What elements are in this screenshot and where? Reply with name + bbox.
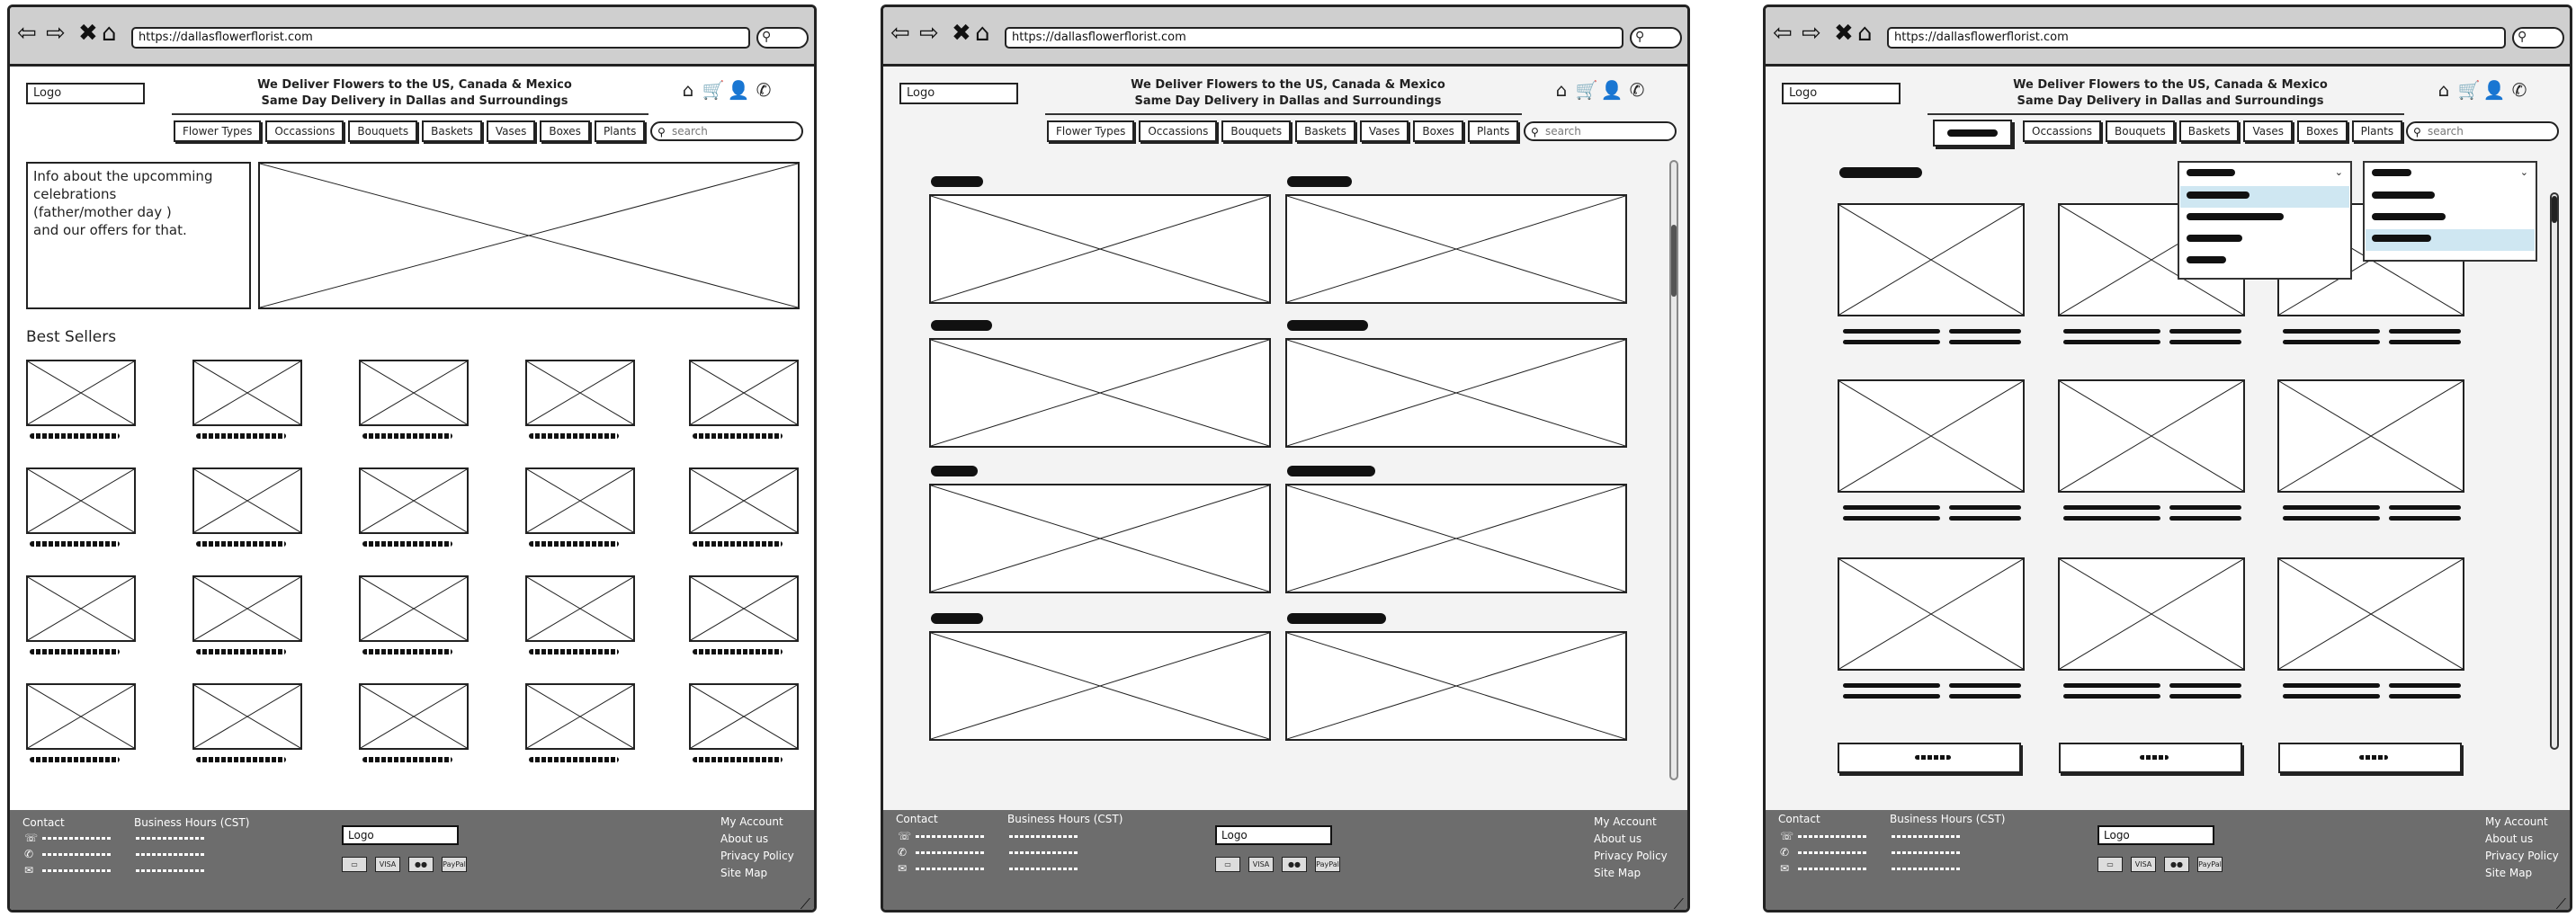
main-menu: [174, 120, 649, 142]
hours-line: [1892, 851, 1962, 854]
info-line: (father/mother day ): [33, 204, 172, 220]
footer-logo[interactable]: Logo: [1215, 825, 1332, 845]
menu-plants[interactable]: Plants: [1468, 120, 1519, 142]
filter-button[interactable]: [1933, 120, 2012, 147]
about-us-link[interactable]: About us: [1594, 832, 1642, 845]
product-name-line: [1843, 516, 1940, 521]
category-title-scribble: [931, 320, 992, 331]
mobile-phone-icon: ✆: [24, 848, 34, 860]
product-price-line: [2389, 516, 2461, 521]
header-icon-bar: [1549, 79, 1675, 101]
logo[interactable]: Logo: [1782, 83, 1901, 104]
search-placeholder: search: [2428, 125, 2464, 138]
user-icon[interactable]: 👤: [727, 79, 750, 101]
product-caption-scribble: [30, 757, 120, 762]
product-name-line: [2063, 516, 2160, 521]
resize-handle-icon[interactable]: ⟋: [2555, 895, 2566, 913]
header-tagline: [226, 77, 604, 110]
category-title-scribble: [1287, 176, 1352, 187]
resize-handle-icon[interactable]: ⟋: [1673, 895, 1684, 913]
product-caption-scribble: [196, 541, 286, 547]
cart-icon[interactable]: 🛒: [1575, 79, 1598, 101]
address-bar[interactable]: https://dallasflowerflorist.com: [131, 27, 750, 49]
visa-icon: VISA: [2131, 857, 2156, 872]
product-name-line: [1843, 329, 1940, 334]
category-banner-image[interactable]: [1285, 194, 1627, 304]
my-account-link[interactable]: My Account: [720, 815, 783, 828]
product-image[interactable]: [689, 467, 799, 534]
product-image[interactable]: [359, 575, 469, 642]
menu-plants[interactable]: Plants: [2352, 120, 2403, 142]
tagline-line2: Same Day Delivery in Dallas and Surroundings: [2017, 94, 2324, 108]
contact-line: [42, 853, 112, 856]
product-list-window: [1763, 4, 2572, 913]
product-image[interactable]: [1838, 203, 2025, 316]
page-button[interactable]: [1838, 743, 2021, 773]
site-map-link[interactable]: Site Map: [1594, 867, 1641, 879]
user-icon[interactable]: 👤: [2482, 79, 2506, 101]
payment-methods: [342, 857, 475, 872]
menu-boxes[interactable]: Boxes: [540, 120, 590, 142]
search-placeholder: search: [1545, 125, 1581, 138]
cart-icon[interactable]: 🛒: [2457, 79, 2481, 101]
user-icon[interactable]: 👤: [1600, 79, 1623, 101]
credit-card-icon: ▭: [1215, 857, 1240, 872]
back-icon[interactable]: ⇦: [17, 20, 37, 47]
search-input[interactable]: [1524, 121, 1677, 141]
my-account-link[interactable]: My Account: [1594, 815, 1657, 828]
product-caption-scribble: [362, 433, 452, 439]
filter-dropdown[interactable]: [2363, 161, 2537, 262]
menu-divider: [172, 113, 648, 115]
menu-occassions[interactable]: Occassions: [2023, 120, 2101, 142]
product-name-line: [2283, 516, 2380, 521]
button-label-scribble: [2359, 755, 2388, 760]
search-input[interactable]: [650, 121, 803, 141]
category-banner-image[interactable]: [929, 484, 1271, 593]
product-image[interactable]: [26, 575, 136, 642]
product-caption-scribble: [30, 541, 120, 547]
paypal-icon: PayPal: [442, 857, 467, 872]
browser-toolbar: [10, 7, 814, 67]
home-icon[interactable]: ⌂: [1555, 79, 1568, 101]
contact-line: [42, 869, 112, 872]
hero-banner-image[interactable]: [258, 162, 800, 309]
product-name-line: [2283, 683, 2380, 688]
product-name-line: [1843, 505, 1940, 510]
product-image[interactable]: [1838, 557, 2025, 671]
home-icon[interactable]: ⌂: [682, 79, 694, 101]
button-label-scribble: [1915, 755, 1951, 760]
product-image[interactable]: [192, 575, 302, 642]
category-banner-image[interactable]: [1285, 484, 1627, 593]
product-price-line: [2389, 694, 2461, 699]
main-menu: [1047, 120, 1523, 142]
product-caption-scribble: [362, 649, 452, 654]
visa-icon: VISA: [375, 857, 400, 872]
cart-icon[interactable]: 🛒: [702, 79, 725, 101]
menu-baskets[interactable]: Baskets: [1295, 120, 1355, 142]
product-caption-scribble: [362, 757, 452, 762]
payment-methods: [2097, 857, 2231, 872]
search-icon: ⚲: [1635, 30, 1645, 44]
search-input[interactable]: [2406, 121, 2559, 141]
payment-methods: [1215, 857, 1348, 872]
product-price-line: [2169, 683, 2241, 688]
contact-line: [1798, 851, 1868, 854]
product-price-line: [2169, 340, 2241, 344]
product-price-line: [1949, 340, 2021, 344]
filter-label-scribble: [1947, 129, 1998, 137]
dropdown-title-scribble: [2187, 169, 2235, 176]
home-page-window: [7, 4, 817, 913]
browser-search-box[interactable]: [1630, 27, 1682, 49]
product-image[interactable]: [2277, 379, 2464, 493]
contact-line: [916, 868, 986, 870]
footer-logo[interactable]: Logo: [342, 825, 459, 845]
product-image[interactable]: [359, 360, 469, 426]
scrollbar-thumb[interactable]: [1671, 225, 1677, 297]
dropdown-option[interactable]: [2372, 213, 2446, 220]
product-image[interactable]: [359, 683, 469, 750]
category-banner-image[interactable]: [929, 194, 1271, 304]
menu-bouquets[interactable]: Bouquets: [2106, 120, 2175, 142]
tagline-line2: Same Day Delivery in Dallas and Surroundings: [261, 94, 568, 108]
product-price-line: [2169, 329, 2241, 334]
product-image[interactable]: [2277, 557, 2464, 671]
main-menu: [2023, 120, 2407, 142]
category-title-scribble: [931, 176, 983, 187]
footer-contact-title: Contact: [22, 816, 65, 829]
product-price-line: [2169, 505, 2241, 510]
product-name-line: [2063, 340, 2160, 344]
product-price-line: [1949, 329, 2021, 334]
product-caption-scribble: [529, 649, 619, 654]
address-bar[interactable]: https://dallasflowerflorist.com: [1005, 27, 1623, 49]
search-icon: ⚲: [2518, 30, 2527, 44]
browser-toolbar: [1766, 7, 2570, 67]
product-price-line: [1949, 505, 2021, 510]
resize-handle-icon[interactable]: ⟋: [800, 895, 810, 913]
site-footer: [883, 810, 1687, 913]
product-price-line: [2389, 340, 2461, 344]
product-price-line: [1949, 516, 2021, 521]
privacy-policy-link[interactable]: Privacy Policy: [1594, 850, 1668, 862]
home-icon[interactable]: ⌂: [2437, 79, 2450, 101]
search-icon: ⚲: [2413, 126, 2421, 138]
phone-icon: ☏: [24, 832, 39, 844]
product-image[interactable]: [2058, 379, 2245, 493]
visa-icon: VISA: [1248, 857, 1274, 872]
browser-search-box[interactable]: [2512, 27, 2564, 49]
chevron-icon: ⌄: [2519, 166, 2528, 178]
home-icon[interactable]: ⌂: [1857, 20, 1873, 47]
menu-vases[interactable]: Vases: [2243, 120, 2293, 142]
contact-line: [916, 835, 986, 838]
category-banner-image[interactable]: [929, 631, 1271, 741]
category-title-scribble: [1287, 613, 1386, 624]
home-icon[interactable]: ⌂: [102, 20, 117, 47]
product-image[interactable]: [2058, 557, 2245, 671]
product-image[interactable]: [192, 467, 302, 534]
header-icon-bar: [675, 79, 801, 101]
product-name-line: [1843, 340, 1940, 344]
hours-line: [1009, 835, 1079, 838]
category-title-scribble: [1287, 320, 1368, 331]
contact-line: [42, 837, 112, 840]
hours-line: [136, 837, 206, 840]
menu-bouquets[interactable]: Bouquets: [348, 120, 417, 142]
product-caption-scribble: [693, 433, 783, 439]
product-name-line: [2063, 329, 2160, 334]
hours-line: [1009, 851, 1079, 854]
category-title-scribble: [1287, 466, 1375, 476]
hours-line: [136, 869, 206, 872]
product-price-line: [2389, 505, 2461, 510]
product-image[interactable]: [689, 683, 799, 750]
product-price-line: [2169, 516, 2241, 521]
forward-icon[interactable]: ⇨: [1802, 20, 1821, 47]
business-hours-title: Business Hours (CST): [1007, 813, 1123, 825]
menu-vases[interactable]: Vases: [487, 120, 536, 142]
product-image[interactable]: [525, 467, 635, 534]
page-button[interactable]: [2278, 743, 2462, 773]
chevron-icon: ⌄: [2334, 166, 2343, 178]
about-us-link[interactable]: About us: [2485, 832, 2534, 845]
category-banner-image[interactable]: [1285, 631, 1627, 741]
scrollbar[interactable]: [2550, 192, 2559, 750]
menu-divider: [1045, 113, 1522, 115]
footer-contact-title: Contact: [896, 813, 938, 825]
forward-icon[interactable]: ⇨: [46, 20, 66, 47]
back-icon[interactable]: ⇦: [1773, 20, 1793, 47]
info-line: celebrations: [33, 186, 117, 202]
search-icon: ⚲: [657, 126, 666, 138]
product-image[interactable]: [525, 360, 635, 426]
credit-card-icon: ▭: [342, 857, 367, 872]
email-icon: ✉: [24, 864, 34, 877]
tagline-line1: We Deliver Flowers to the US, Canada & Mexico: [1131, 78, 1445, 92]
dropdown-option[interactable]: [2187, 191, 2250, 199]
site-map-link[interactable]: Site Map: [720, 867, 768, 879]
privacy-policy-link[interactable]: Privacy Policy: [720, 850, 794, 862]
category-banner-image[interactable]: [1285, 338, 1627, 448]
mastercard-icon: ●●: [2164, 857, 2189, 872]
product-price-line: [1949, 694, 2021, 699]
browser-search-box[interactable]: [756, 27, 809, 49]
contact-line: [1798, 868, 1868, 870]
button-label-scribble: [2140, 755, 2169, 760]
product-caption-scribble: [30, 649, 120, 654]
menu-plants[interactable]: Plants: [595, 120, 646, 142]
product-name-line: [2063, 683, 2160, 688]
mastercard-icon: ●●: [408, 857, 434, 872]
product-caption-scribble: [196, 757, 286, 762]
phone-icon[interactable]: ✆: [756, 79, 772, 101]
product-image[interactable]: [192, 360, 302, 426]
menu-bouquets[interactable]: Bouquets: [1221, 120, 1291, 142]
mobile-phone-icon: ✆: [898, 846, 908, 859]
product-caption-scribble: [362, 541, 452, 547]
dropdown-option[interactable]: [2187, 235, 2242, 242]
product-image[interactable]: [525, 683, 635, 750]
home-icon[interactable]: ⌂: [975, 20, 990, 47]
footer-logo[interactable]: Logo: [2097, 825, 2214, 845]
site-map-link[interactable]: Site Map: [2485, 867, 2533, 879]
product-image[interactable]: [1838, 379, 2025, 493]
close-icon[interactable]: ✖: [78, 20, 98, 47]
footer-links: [1594, 814, 1668, 882]
category-banner-image[interactable]: [929, 338, 1271, 448]
menu-boxes[interactable]: Boxes: [2297, 120, 2348, 142]
scrollbar-thumb[interactable]: [2552, 196, 2557, 223]
close-icon[interactable]: ✖: [952, 20, 971, 47]
product-name-line: [2283, 694, 2380, 699]
about-us-link[interactable]: About us: [720, 832, 769, 845]
business-hours-title: Business Hours (CST): [134, 816, 250, 829]
dropdown-title-scribble: [2372, 169, 2411, 176]
product-image[interactable]: [26, 683, 136, 750]
info-line: and our offers for that.: [33, 222, 187, 238]
hours-line: [1892, 835, 1962, 838]
phone-icon[interactable]: ✆: [2511, 79, 2527, 101]
hours-line: [1892, 868, 1962, 870]
paypal-icon: PayPal: [1315, 857, 1340, 872]
product-image[interactable]: [359, 467, 469, 534]
site-footer: [10, 810, 814, 913]
site-footer: [1766, 810, 2570, 913]
search-icon: ⚲: [1531, 126, 1539, 138]
header-icon-bar: [2431, 79, 2557, 101]
menu-occassions[interactable]: Occassions: [265, 120, 344, 142]
header-tagline: [1099, 77, 1477, 110]
credit-card-icon: ▭: [2097, 857, 2123, 872]
page-button[interactable]: [2059, 743, 2242, 773]
menu-occassions[interactable]: Occassions: [1139, 120, 1217, 142]
product-price-line: [2389, 329, 2461, 334]
product-image[interactable]: [525, 575, 635, 642]
category-title-scribble: [931, 613, 983, 624]
forward-icon[interactable]: ⇨: [919, 20, 939, 47]
product-caption-scribble: [693, 649, 783, 654]
product-caption-scribble: [529, 433, 619, 439]
mobile-phone-icon: ✆: [1780, 846, 1790, 859]
product-price-line: [2389, 683, 2461, 688]
product-price-line: [2169, 694, 2241, 699]
product-caption-scribble: [693, 541, 783, 547]
scrollbar[interactable]: [1669, 160, 1678, 780]
contact-line: [1798, 835, 1868, 838]
tagline-line1: We Deliver Flowers to the US, Canada & Mexico: [2013, 78, 2328, 92]
email-icon: ✉: [898, 862, 908, 875]
menu-baskets[interactable]: Baskets: [2179, 120, 2240, 142]
dropdown-option[interactable]: [2372, 235, 2431, 242]
product-name-line: [2283, 340, 2380, 344]
menu-flower-types[interactable]: Flower Types: [174, 120, 261, 142]
my-account-link[interactable]: My Account: [2485, 815, 2548, 828]
product-name-line: [2283, 505, 2380, 510]
section-heading-scribble: [1839, 167, 1922, 178]
product-image[interactable]: [689, 360, 799, 426]
mastercard-icon: ●●: [1282, 857, 1307, 872]
product-caption-scribble: [529, 757, 619, 762]
contact-line: [916, 851, 986, 854]
search-icon: ⚲: [762, 30, 772, 44]
phone-icon: ☏: [898, 830, 912, 842]
logo[interactable]: Logo: [26, 83, 145, 104]
privacy-policy-link[interactable]: Privacy Policy: [2485, 850, 2559, 862]
product-caption-scribble: [529, 541, 619, 547]
product-name-line: [2063, 694, 2160, 699]
phone-icon[interactable]: ✆: [1629, 79, 1645, 101]
business-hours-title: Business Hours (CST): [1890, 813, 2006, 825]
celebrations-info: [26, 162, 251, 309]
phone-icon: ☏: [1780, 830, 1794, 842]
footer-links: [2485, 814, 2559, 882]
product-image[interactable]: [689, 575, 799, 642]
menu-divider: [1928, 113, 2404, 115]
product-caption-scribble: [30, 433, 120, 439]
menu-boxes[interactable]: Boxes: [1413, 120, 1463, 142]
product-image[interactable]: [26, 360, 136, 426]
product-caption-scribble: [196, 649, 286, 654]
product-name-line: [1843, 683, 1940, 688]
category-title-scribble: [931, 466, 978, 476]
tagline-line1: We Deliver Flowers to the US, Canada & Mexico: [257, 78, 572, 92]
product-image[interactable]: [26, 467, 136, 534]
info-line: Info about the upcomming: [33, 168, 213, 184]
product-caption-scribble: [693, 757, 783, 762]
menu-flower-types[interactable]: Flower Types: [1047, 120, 1134, 142]
product-caption-scribble: [196, 433, 286, 439]
best-sellers-title: Best Sellers: [26, 328, 117, 346]
dropdown-option[interactable]: [2372, 191, 2435, 199]
menu-vases[interactable]: Vases: [1360, 120, 1409, 142]
search-placeholder: search: [672, 125, 708, 138]
footer-contact-title: Contact: [1778, 813, 1820, 825]
sort-dropdown[interactable]: [2178, 161, 2352, 280]
product-image[interactable]: [192, 683, 302, 750]
dropdown-option[interactable]: [2187, 213, 2284, 220]
header-tagline: [1981, 77, 2359, 110]
browser-toolbar: [883, 7, 1687, 67]
back-icon[interactable]: ⇦: [890, 20, 910, 47]
email-icon: ✉: [1780, 862, 1790, 875]
hours-line: [1009, 868, 1079, 870]
menu-baskets[interactable]: Baskets: [422, 120, 482, 142]
hours-line: [136, 853, 206, 856]
category-page-window: [881, 4, 1690, 913]
close-icon[interactable]: ✖: [1834, 20, 1854, 47]
address-bar[interactable]: https://dallasflowerflorist.com: [1887, 27, 2506, 49]
product-price-line: [1949, 683, 2021, 688]
paypal-icon: PayPal: [2197, 857, 2223, 872]
product-name-line: [1843, 694, 1940, 699]
dropdown-option[interactable]: [2187, 256, 2226, 263]
product-name-line: [2063, 505, 2160, 510]
footer-links: [720, 814, 794, 882]
product-name-line: [2283, 329, 2380, 334]
logo[interactable]: Logo: [899, 83, 1018, 104]
tagline-line2: Same Day Delivery in Dallas and Surroundings: [1134, 94, 1442, 108]
